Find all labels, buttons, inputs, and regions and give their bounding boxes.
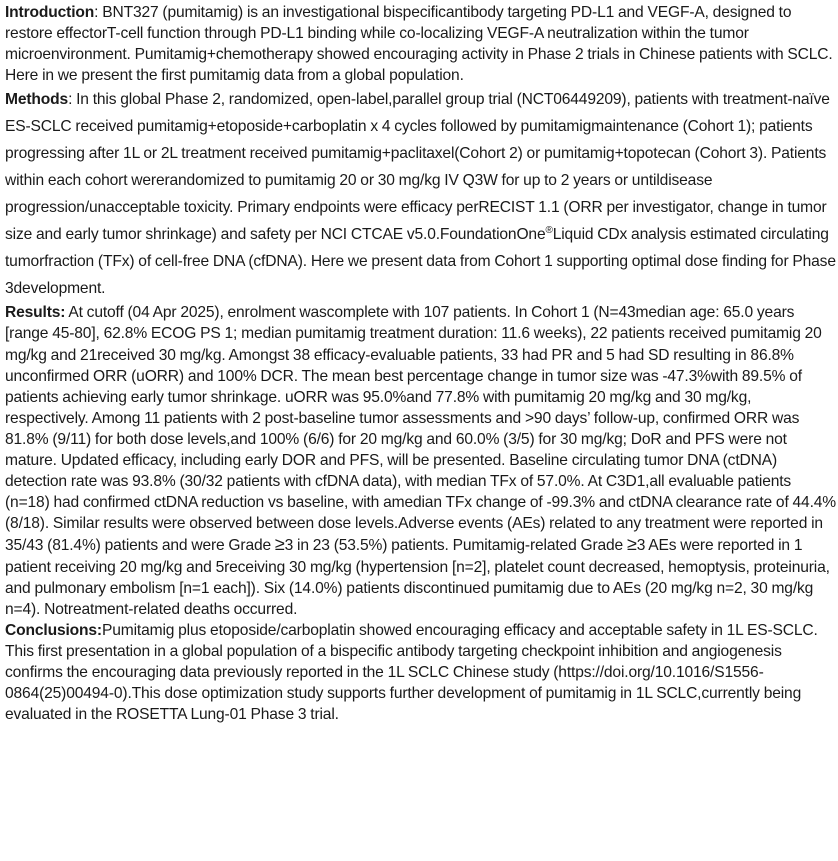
conclusions-heading: Conclusions:	[5, 621, 102, 639]
methods-section	[5, 86, 838, 302]
results-heading: Results:	[5, 304, 66, 322]
results-text-part3: 3 AEs were reported in 1 patient receiving 20 mg/kg and 5receiving 30 mg/kg (hypertension [n=2], platelet count decreased, hemoptysis, proteinuria, and pulmonary embolism [n=1 each]). Six (14.0%) patients discontinued pumitamig due to AEs (20 mg/kg n=2, 30 mg/kg n=4). Notreatment-related deaths occurred.	[5, 537, 830, 618]
results-section	[5, 302, 838, 619]
results-text-part1: At cutoff (04 Apr 2025), enrolment wascomplete with 107 patients. In Cohort 1 (N=43median age: 65.0 years [range 45-80], 62.8% ECOG PS 1; median pumitamig treatment duration: 11.6 weeks), 22 patients received pumitamig 20 mg/kg and 21received 30 mg/kg. Amongst 38 efficacy-evaluable patients, 33 had PR and 5 had SD resulting in 86.8% unconfirmed ORR (uORR) and 100% DCR. The mean best percentage change in tumor size was -47.3%with 89.5% of patients achieving early tumor shrinkage. uORR was 95.0%and 77.8% with pumitamig 20 mg/kg and 30 mg/kg, respectively. Among 11 patients with 2 post-baseline tumor assessments and >90 days’ follow-up, confirmed ORR was 81.8% (9/11) for both dose levels,and 100% (6/6) for 20 mg/kg and 60.0% (3/5) for 30 mg/kg; DoR and PFS were not mature. Updated efficacy, including early DOR and PFS, will be presented. Baseline circulating tumor DNA (ctDNA) detection rate was 93.8% (30/32 patients with cfDNA data), with median TFx of 57.0%. At C3D1,all evaluable patients (n=18) had confirmed ctDNA reduction vs baseline, with amedian TFx change of -99.3% and ctDNA clearance rate of 44.4% (8/18). Similar results were observed between dose levels.Adverse events (AEs) related to any treatment were reported in 35/43 (81.4%) patients and were Grade	[5, 304, 836, 555]
greater-equal-symbol: ≥	[626, 534, 637, 555]
methods-text-part1: : In this global Phase 2, randomized, open-label,parallel group trial (NCT06449209), patients with treatment-naïve ES-SCLC received pumitamig+etoposide+carboplatin x 4 cycles followed by pumitamigmaintenance (Cohort 1); patients progressing after 1L or 2L treatment received pumitamig+paclitaxel(Cohort 2) or pumitamig+topotecan (Cohort 3). Patients within each cohort wererandomized to pumitamig 20 or 30 mg/kg IV Q3W for up to 2 years or untildisease progression/unacceptable toxicity. Primary endpoints were efficacy perRECIST 1.1 (ORR per investigator, change in tumor size and early tumor shrinkage) and safety per NCI CTCAE v5.0.FoundationOne	[5, 91, 830, 244]
methods-text-part2: Liquid CDx analysis estimated circulating tumorfraction (TFx) of cell-free DNA (cfDNA). Here we present data from Cohort 1 supporting optimal dose finding for Phase 3development.	[5, 226, 836, 298]
results-text-part2: 3 in 23 (53.5%) patients. Pumitamig-related Grade	[284, 537, 627, 555]
introduction-section	[5, 2, 838, 86]
introduction-heading: Introduction	[5, 4, 95, 21]
conclusions-section	[5, 620, 838, 725]
registered-mark: ®	[545, 225, 553, 237]
introduction-text: : BNT327 (pumitamig) is an investigational bispecificantibody targeting PD-L1 and VEGF-A, designed to restore effectorT-cell function through PD-L1 binding while co-localizing VEGF-A neutralization within the tumor microenvironment. Pumitamig+chemotherapy showed encouraging activity in Phase 2 trials in Chinese patients with SCLC. Here in we present the first pumitamig data from a global population.	[5, 4, 833, 85]
conclusions-text: Pumitamig plus etoposide/carboplatin showed encouraging efficacy and acceptable safety in 1L ES-SCLC. This first presentation in a global population of a bispecific antibody targeting checkpoint inhibition and angiogenesis confirms the encouraging data previously reported in the 1L SCLC Chinese study (https://doi.org/10.1016/S1556-0864(25)00494-0).This dose optimization study supports further development of pumitamig in 1L SCLC,currently being evaluated in the ROSETTA Lung-01 Phase 3 trial.	[5, 621, 818, 724]
methods-heading: Methods	[5, 91, 69, 109]
greater-equal-symbol: ≥	[274, 534, 285, 555]
